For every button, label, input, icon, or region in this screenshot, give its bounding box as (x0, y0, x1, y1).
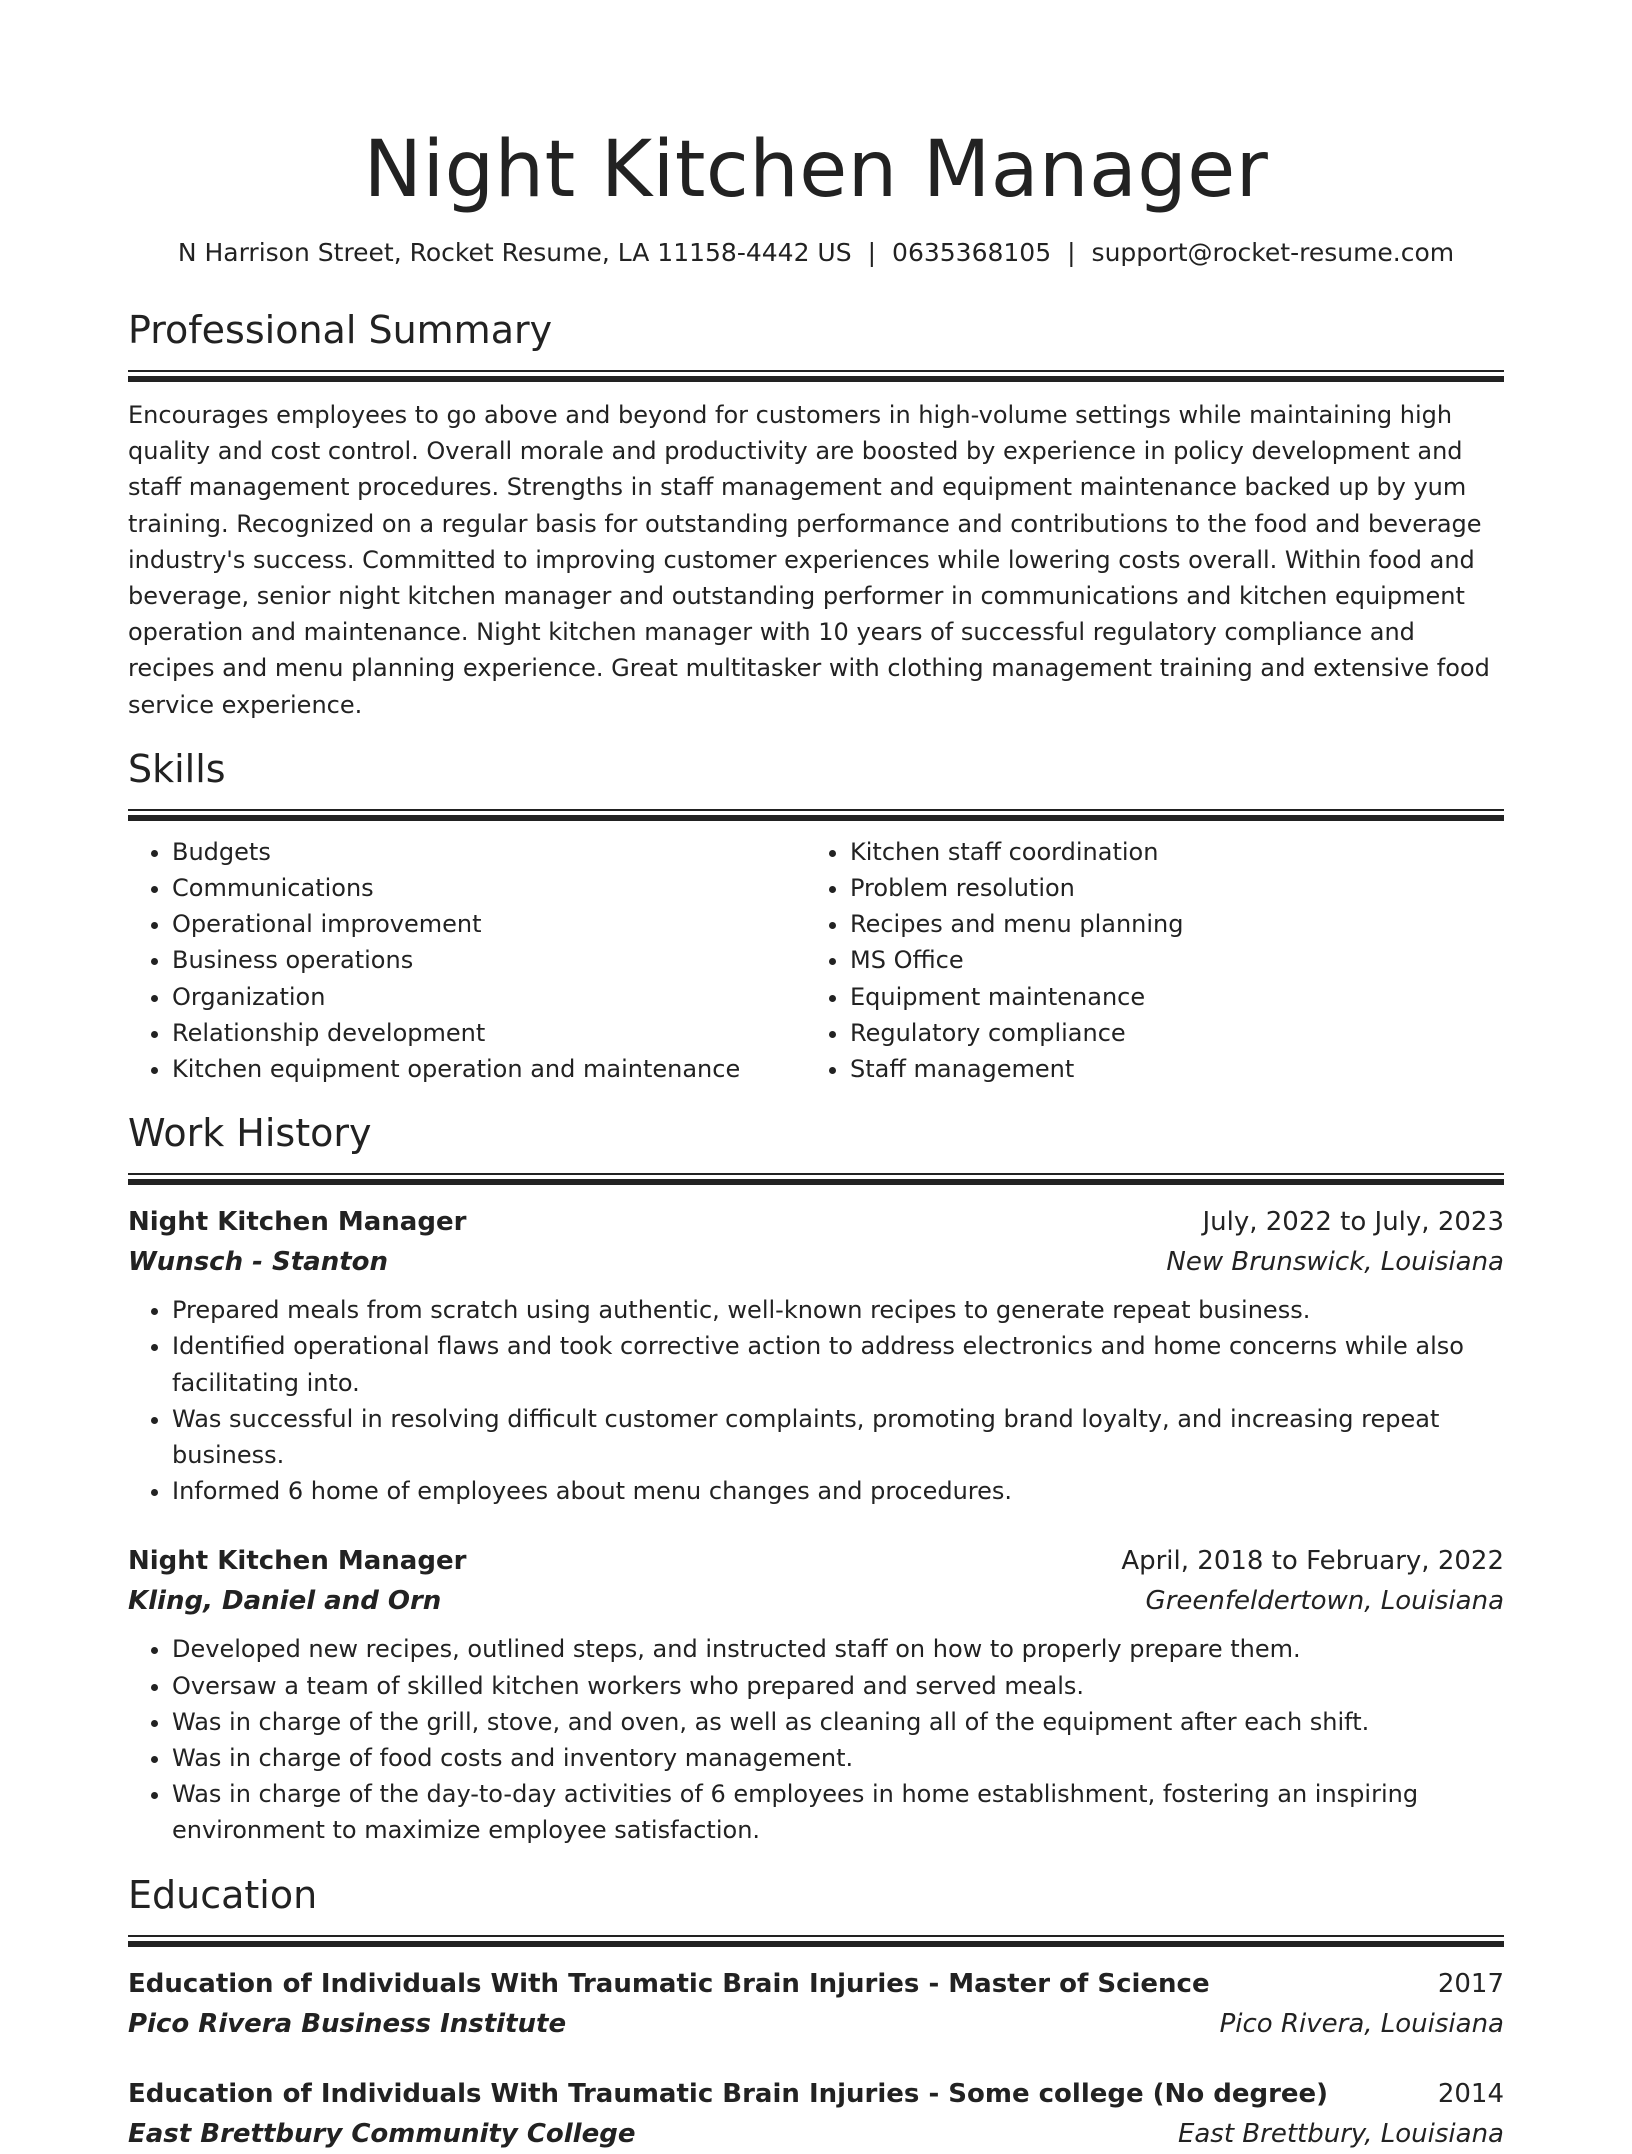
resume-name: Night Kitchen Manager (363, 125, 1269, 215)
section-divider (128, 809, 1504, 822)
summary-heading: Professional Summary (128, 308, 553, 352)
phone: 0635368105 (892, 238, 1052, 267)
section-divider (128, 370, 1504, 383)
job-entry (128, 1202, 1504, 1509)
job-location: New Brunswick, Louisiana (1166, 1247, 1504, 1278)
job-bullet: • Was successful in resolving difficult customer complaints, promoting brand loyalty, and increasing repeat business. (172, 1401, 1504, 1473)
skill-item: • Budgets (172, 834, 806, 870)
skills-column-left (128, 834, 806, 1087)
resume-page (128, 0, 1504, 2154)
email[interactable]: support@rocket-resume.com (1091, 238, 1455, 267)
school-name: East Brettbury Community College (128, 2118, 636, 2149)
work-section (128, 1109, 1504, 1848)
job-bullet: • Oversaw a team of skilled kitchen workers who prepared and served meals. (172, 1668, 1504, 1704)
school-location: East Brettbury, Louisiana (1177, 2118, 1504, 2149)
education-entry (128, 2074, 1504, 2154)
job-bullet: • Identified operational flaws and took corrective action to address electronics and home concerns while also facilitating into. (172, 1328, 1504, 1400)
graduation-year: 2014 (1437, 2078, 1504, 2109)
job-employer: Wunsch - Stanton (128, 1247, 388, 1278)
skill-item: • MS Office (850, 942, 1484, 978)
address: N Harrison Street, Rocket Resume, LA 11158-4442 US (177, 238, 852, 267)
school-name: Pico Rivera Business Institute (128, 2008, 567, 2039)
skill-item: • Recipes and menu planning (850, 906, 1484, 942)
contact-line (128, 236, 1504, 270)
skills-section (128, 745, 1504, 1087)
degree: Education of Individuals With Traumatic Brain Injuries - Some college (No degree) (128, 2078, 1329, 2109)
job-entry (128, 1541, 1504, 1848)
contact-separator: | (867, 238, 877, 267)
job-location: Greenfeldertown, Louisiana (1145, 1586, 1504, 1617)
skill-item: • Equipment maintenance (850, 979, 1484, 1015)
skills-column-right (806, 834, 1484, 1087)
job-bullets (128, 1631, 1504, 1848)
graduation-year: 2017 (1437, 1968, 1504, 1999)
skill-item: • Staff management (850, 1051, 1484, 1087)
skills-heading: Skills (128, 746, 226, 791)
job-bullet: • Was in charge of food costs and inventory management. (172, 1740, 1504, 1776)
skill-item: • Operational improvement (172, 906, 806, 942)
job-dates: April, 2018 to February, 2022 (1121, 1546, 1504, 1577)
skill-item: • Regulatory compliance (850, 1015, 1484, 1051)
education-heading: Education (128, 1872, 318, 1917)
skill-item: • Problem resolution (850, 870, 1484, 906)
job-bullet: • Developed new recipes, outlined steps, and instructed staff on how to properly prepare them. (172, 1631, 1504, 1667)
degree: Education of Individuals With Traumatic Brain Injuries - Master of Science (128, 1968, 1210, 1999)
job-employer: Kling, Daniel and Orn (128, 1586, 442, 1617)
skill-item: • Communications (172, 870, 806, 906)
skill-item: • Organization (172, 979, 806, 1015)
skills-list (128, 834, 1504, 1087)
job-bullet: • Prepared meals from scratch using authentic, well-known recipes to generate repeat business. (172, 1292, 1504, 1328)
contact-separator: | (1067, 238, 1076, 267)
job-bullets (128, 1292, 1504, 1509)
job-bullet: • Was in charge of the day-to-day activities of 6 employees in home establishment, fostering an inspiring environment to maximize employee satisfaction. (172, 1776, 1504, 1848)
job-title: Night Kitchen Manager (128, 1207, 467, 1238)
section-divider (128, 1935, 1504, 1948)
summary-section (128, 306, 1504, 723)
work-heading: Work History (128, 1111, 372, 1156)
education-section (128, 1871, 1504, 2154)
job-title: Night Kitchen Manager (128, 1546, 467, 1577)
skill-item: • Kitchen staff coordination (850, 834, 1484, 870)
education-entry (128, 1964, 1504, 2044)
job-bullet: • Was in charge of the grill, stove, and oven, as well as cleaning all of the equipment after each shift. (172, 1704, 1504, 1740)
school-location: Pico Rivera, Louisiana (1219, 2008, 1504, 2039)
job-dates: July, 2022 to July, 2023 (1202, 1207, 1504, 1238)
summary-text: Encourages employees to go above and beyond for customers in high-volume settings while maintaining high quality and cost control. Overall morale and productivity are boosted by experience in policy development and staff management procedures. Strengths in staff management and equipment maintenance backed up by yum training. Recognized on a regular basis for outstanding performance and contributions to the food and beverage industry's success. Committed to improving customer experiences while lowering costs overall. Within food and beverage, senior night kitchen manager and outstanding performer in communications and kitchen equipment operation and maintenance. Night kitchen manager with 10 years of successful regulatory compliance and recipes and menu planning experience. Great multitasker with clothing management training and extensive food service experience. (128, 401, 1490, 719)
skill-item: • Kitchen equipment operation and maintenance (172, 1051, 806, 1087)
skill-item: • Business operations (172, 942, 806, 978)
skill-item: • Relationship development (172, 1015, 806, 1051)
section-divider (128, 1173, 1504, 1186)
job-bullet: • Informed 6 home of employees about menu changes and procedures. (172, 1473, 1504, 1509)
